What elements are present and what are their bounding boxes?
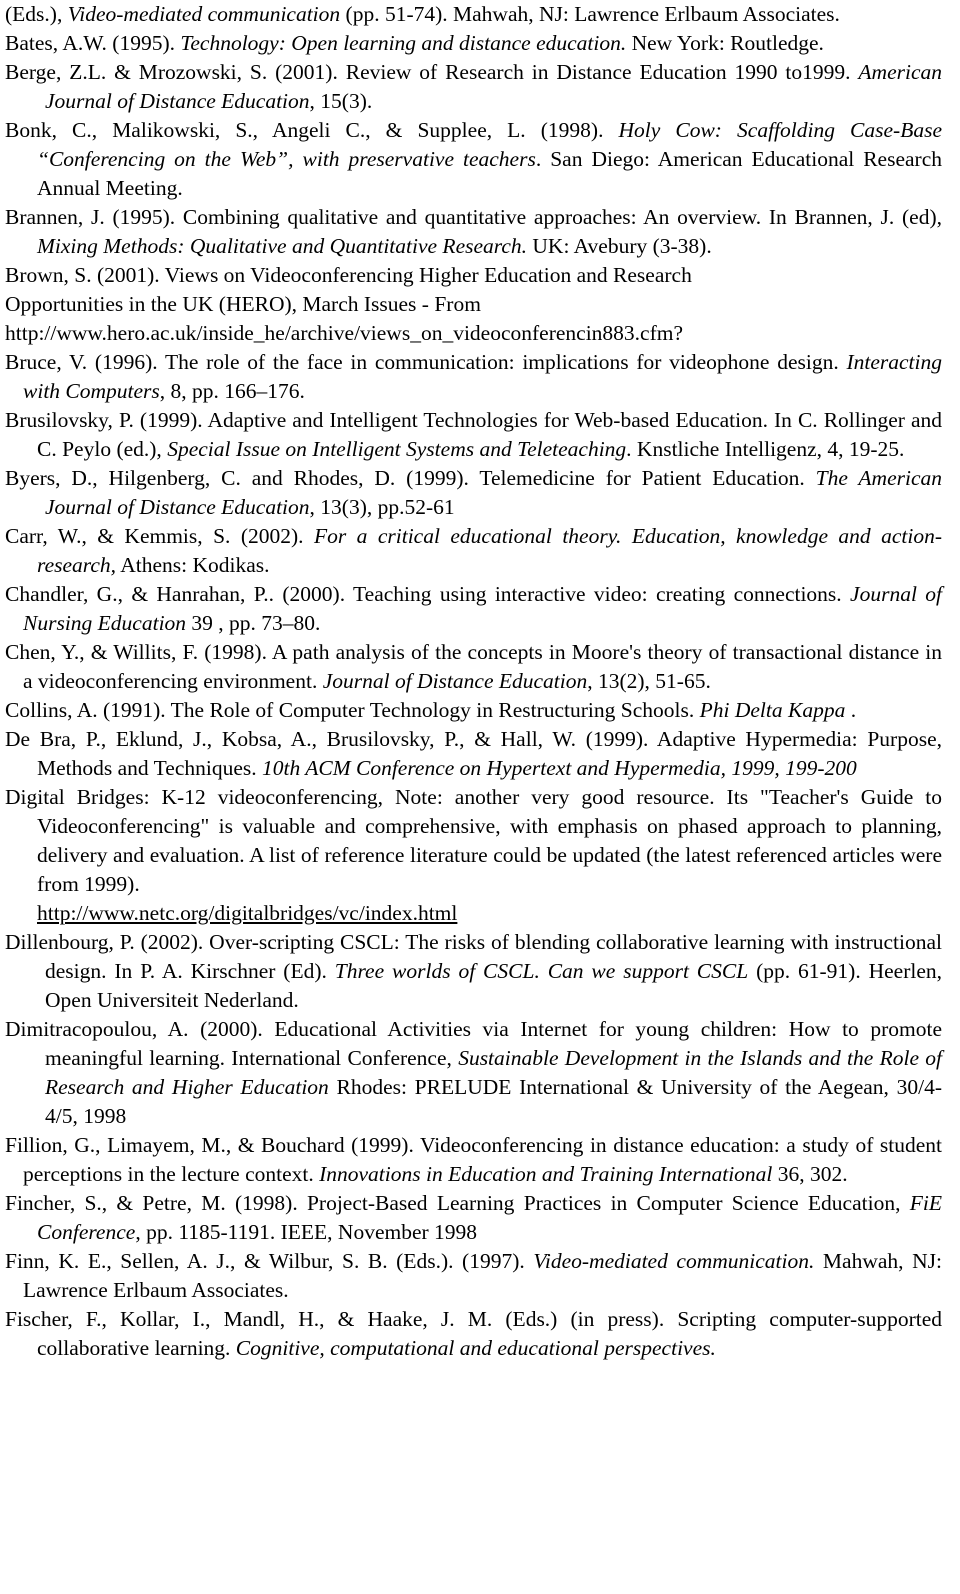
reference-item: Dillenbourg, P. (2002). Over-scripting CSCL: The risks of blending collaborative learning with instructional design. In P. A. Kirschner (Ed). Three worlds of CSCL. Can we support CSCL (pp. 61-91). Heerlen, Open Universiteit Nederland. <box>5 930 942 1012</box>
reference-item: Fischer, F., Kollar, I., Mandl, H., & Haake, J. M. (Eds.) (in press). Scripting computer-supported collaborative learning. Cognitive, computational and educational perspectives. <box>5 1307 942 1360</box>
reference-item: Dimitracopoulou, A. (2000). Educational Activities via Internet for young children: How to promote meaningful learning. International Conference, Sustainable Development in the Islands and the Role of Research and Higher Education Rhodes: PRELUDE International & University of the Aegean, 30/4-4/5, 1998 <box>5 1017 942 1128</box>
reference-item: Collins, A. (1991). The Role of Computer Technology in Restructuring Schools. Phi Delta Kappa . <box>5 698 857 722</box>
reference-item: Brown, S. (2001). Views on Videoconferencing Higher Education and Research Opportunities in the UK (HERO), March Issues - From http://www.hero.ac.uk/inside_he/archive/views_on_videoconferencin883.cfm? <box>5 261 942 348</box>
reference-item: Fillion, G., Limayem, M., & Bouchard (1999). Videoconferencing in distance education: a study of student perceptions in the lecture context. Innovations in Education and Training International 36, 302. <box>5 1133 942 1186</box>
reference-item: Berge, Z.L. & Mrozowski, S. (2001). Review of Research in Distance Education 1990 to1999. American Journal of Distance Education, 15(3). <box>5 60 942 113</box>
reference-item: Brusilovsky, P. (1999). Adaptive and Intelligent Technologies for Web-based Education. In C. Rollinger and C. Peylo (ed.), Special Issue on Intelligent Systems and Teleteaching. Knstliche Intelligenz, 4, 19-25. <box>5 408 942 461</box>
reference-item: Byers, D., Hilgenberg, C. and Rhodes, D. (1999). Telemedicine for Patient Education. The American Journal of Distance Education, 13(3), pp.52-61 <box>5 466 942 519</box>
reference-item: Brannen, J. (1995). Combining qualitative and quantitative approaches: An overview. In Brannen, J. (ed), Mixing Methods: Qualitative and Quantitative Research. UK: Avebury (3-38). <box>5 205 942 258</box>
reference-item: Chen, Y., & Willits, F. (1998). A path analysis of the concepts in Moore's theory of transactional distance in a videoconferencing environment. Journal of Distance Education, 13(2), 51-65. <box>5 640 942 693</box>
reference-link[interactable]: http://www.netc.org/digitalbridges/vc/index.html <box>37 901 458 925</box>
reference-item: Bates, A.W. (1995). Technology: Open learning and distance education. New York: Routledge. <box>5 31 824 55</box>
reference-item: Carr, W., & Kemmis, S. (2002). For a critical educational theory. Education, knowledge and action-research, Athens: Kodikas. <box>5 524 942 577</box>
reference-item: Bruce, V. (1996). The role of the face in communication: implications for videophone design. Interacting with Computers, 8, pp. 166–176. <box>5 350 942 403</box>
reference-item: De Bra, P., Eklund, J., Kobsa, A., Brusilovsky, P., & Hall, W. (1999). Adaptive Hypermedia: Purpose, Methods and Techniques. 10th ACM Conference on Hypertext and Hypermedia, 1999, 199-200 <box>5 727 942 780</box>
reference-item: Chandler, G., & Hanrahan, P.. (2000). Teaching using interactive video: creating connections. Journal of Nursing Education 39 , pp. 73–80. <box>5 582 942 635</box>
reference-url[interactable]: http://www.hero.ac.uk/inside_he/archive/views_on_videoconferencin883.cfm? <box>5 321 684 345</box>
reference-item: Fincher, S., & Petre, M. (1998). Project-Based Learning Practices in Computer Science Education, FiE Conference, pp. 1185-1191. IEEE, November 1998 <box>5 1191 942 1244</box>
reference-item: Digital Bridges: K-12 videoconferencing, Note: another very good resource. Its "Teacher's Guide to Videoconferencing" is valuable and comprehensive, with emphasis on phased approach to planning, delivery and evaluation. A list of reference literature could be updated (the latest referenced articles were from 1999). http://www.netc.org/digitalbridges/vc/index.html <box>5 785 942 925</box>
reference-item: Finn, K. E., Sellen, A. J., & Wilbur, S. B. (Eds.). (1997). Video-mediated communication. Mahwah, NJ: Lawrence Erlbaum Associates. <box>5 1249 942 1302</box>
reference-item: (Eds.), Video-mediated communication (pp. 51-74). Mahwah, NJ: Lawrence Erlbaum Associates. <box>5 2 840 26</box>
reference-item: Bonk, C., Malikowski, S., Angeli C., & Supplee, L. (1998). Holy Cow: Scaffolding Case-Base “Conferencing on the Web”, with preservative teachers. San Diego: American Educational Research Annual Meeting. <box>5 118 943 200</box>
